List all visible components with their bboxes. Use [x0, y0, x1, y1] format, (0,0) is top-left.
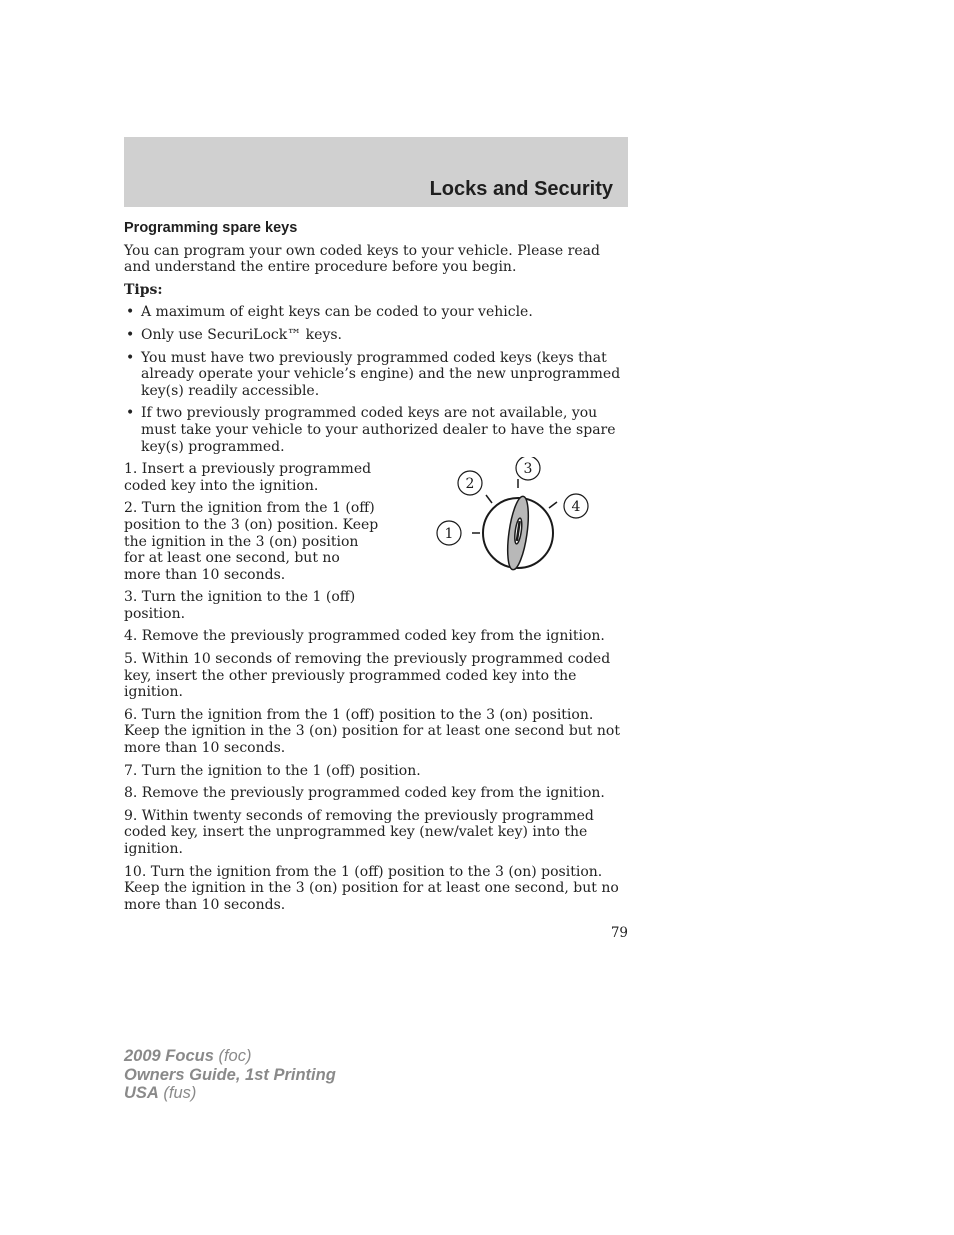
bullet-icon: •	[126, 349, 135, 366]
bullet-icon: •	[126, 405, 135, 422]
tips-list	[124, 304, 629, 455]
tip-text: Only use SecuriLock™ keys.	[141, 326, 342, 343]
position-label-1: 1	[444, 526, 454, 543]
footer-model: 2009 Focus	[124, 1047, 214, 1065]
step-10: 10. Turn the ignition from the 1 (off) position to the 3 (on) position. Keep the ignition in the 3 (on) position for at least one second, but no more than 10 seconds.	[124, 863, 619, 913]
step-9: 9. Within twenty seconds of removing the previously programmed coded key, insert the unprogrammed key (new/valet key) into the ignition.	[124, 807, 594, 857]
intro-paragraph: You can program your own coded keys to your vehicle. Please read and understand the entire procedure before you begin.	[124, 242, 600, 276]
step-1: 1. Insert a previously programmed coded key into the ignition.	[124, 461, 372, 494]
tips-label: Tips:	[124, 281, 163, 298]
position-label-3: 3	[523, 461, 533, 478]
tip-item	[124, 327, 629, 344]
footer-model-code: (foc)	[213, 1047, 252, 1065]
footer-line-2	[124, 1066, 336, 1085]
footer-guide: Owners Guide, 1st Printing	[124, 1065, 336, 1084]
tip-item	[124, 350, 629, 400]
step-5: 5. Within 10 seconds of removing the previously programmed coded key, insert the other previously programmed coded key into the ignition.	[124, 651, 611, 701]
section-title: Locks and Security	[429, 178, 613, 200]
footer-market: USA	[124, 1084, 159, 1102]
tip-item	[124, 405, 629, 455]
position-label-4: 4	[571, 499, 581, 516]
footer-market-code: (fus)	[158, 1084, 197, 1102]
bullet-icon: •	[126, 326, 135, 343]
footer-line-1	[124, 1047, 336, 1066]
tip-text: You must have two previously programmed coded keys (keys that already operate your vehicle’s engine) and the new unprogrammed key(s) readily accessible.	[141, 349, 621, 399]
section-header-bar	[124, 137, 628, 207]
step-3: 3. Turn the ignition to the 1 (off) position.	[124, 589, 356, 622]
footer-line-3	[124, 1084, 336, 1103]
steps-narrow-column	[124, 461, 380, 622]
step-2: 2. Turn the ignition from the 1 (off) position to the 3 (on) position. Keep the ignition in the 3 (on) position for at least one second, but no more than 10 seconds.	[124, 500, 379, 583]
tip-item	[124, 304, 629, 321]
steps-with-diagram	[124, 461, 629, 622]
subsection-heading: Programming spare keys	[124, 220, 298, 236]
position-label-2: 2	[465, 476, 475, 493]
ignition-key-cylinder-icon	[434, 457, 596, 587]
step-4: 4. Remove the previously programmed coded key from the ignition.	[124, 628, 605, 645]
step-7: 7. Turn the ignition to the 1 (off) position.	[124, 762, 421, 779]
step-6: 6. Turn the ignition from the 1 (off) position to the 3 (on) position. Keep the ignition in the 3 (on) position for at least one second but not more than 10 seconds.	[124, 706, 620, 757]
page-content	[124, 220, 629, 919]
tip-text: A maximum of eight keys can be coded to your vehicle.	[141, 304, 533, 321]
step-8: 8. Remove the previously programmed coded key from the ignition.	[124, 785, 605, 802]
page-number: 79	[610, 925, 628, 941]
bullet-icon: •	[126, 304, 135, 321]
tip-text: If two previously programmed coded keys are not available, you must take your vehicle to your authorized dealer to have the spare key(s) programmed.	[141, 405, 616, 455]
document-footer	[124, 1047, 336, 1103]
